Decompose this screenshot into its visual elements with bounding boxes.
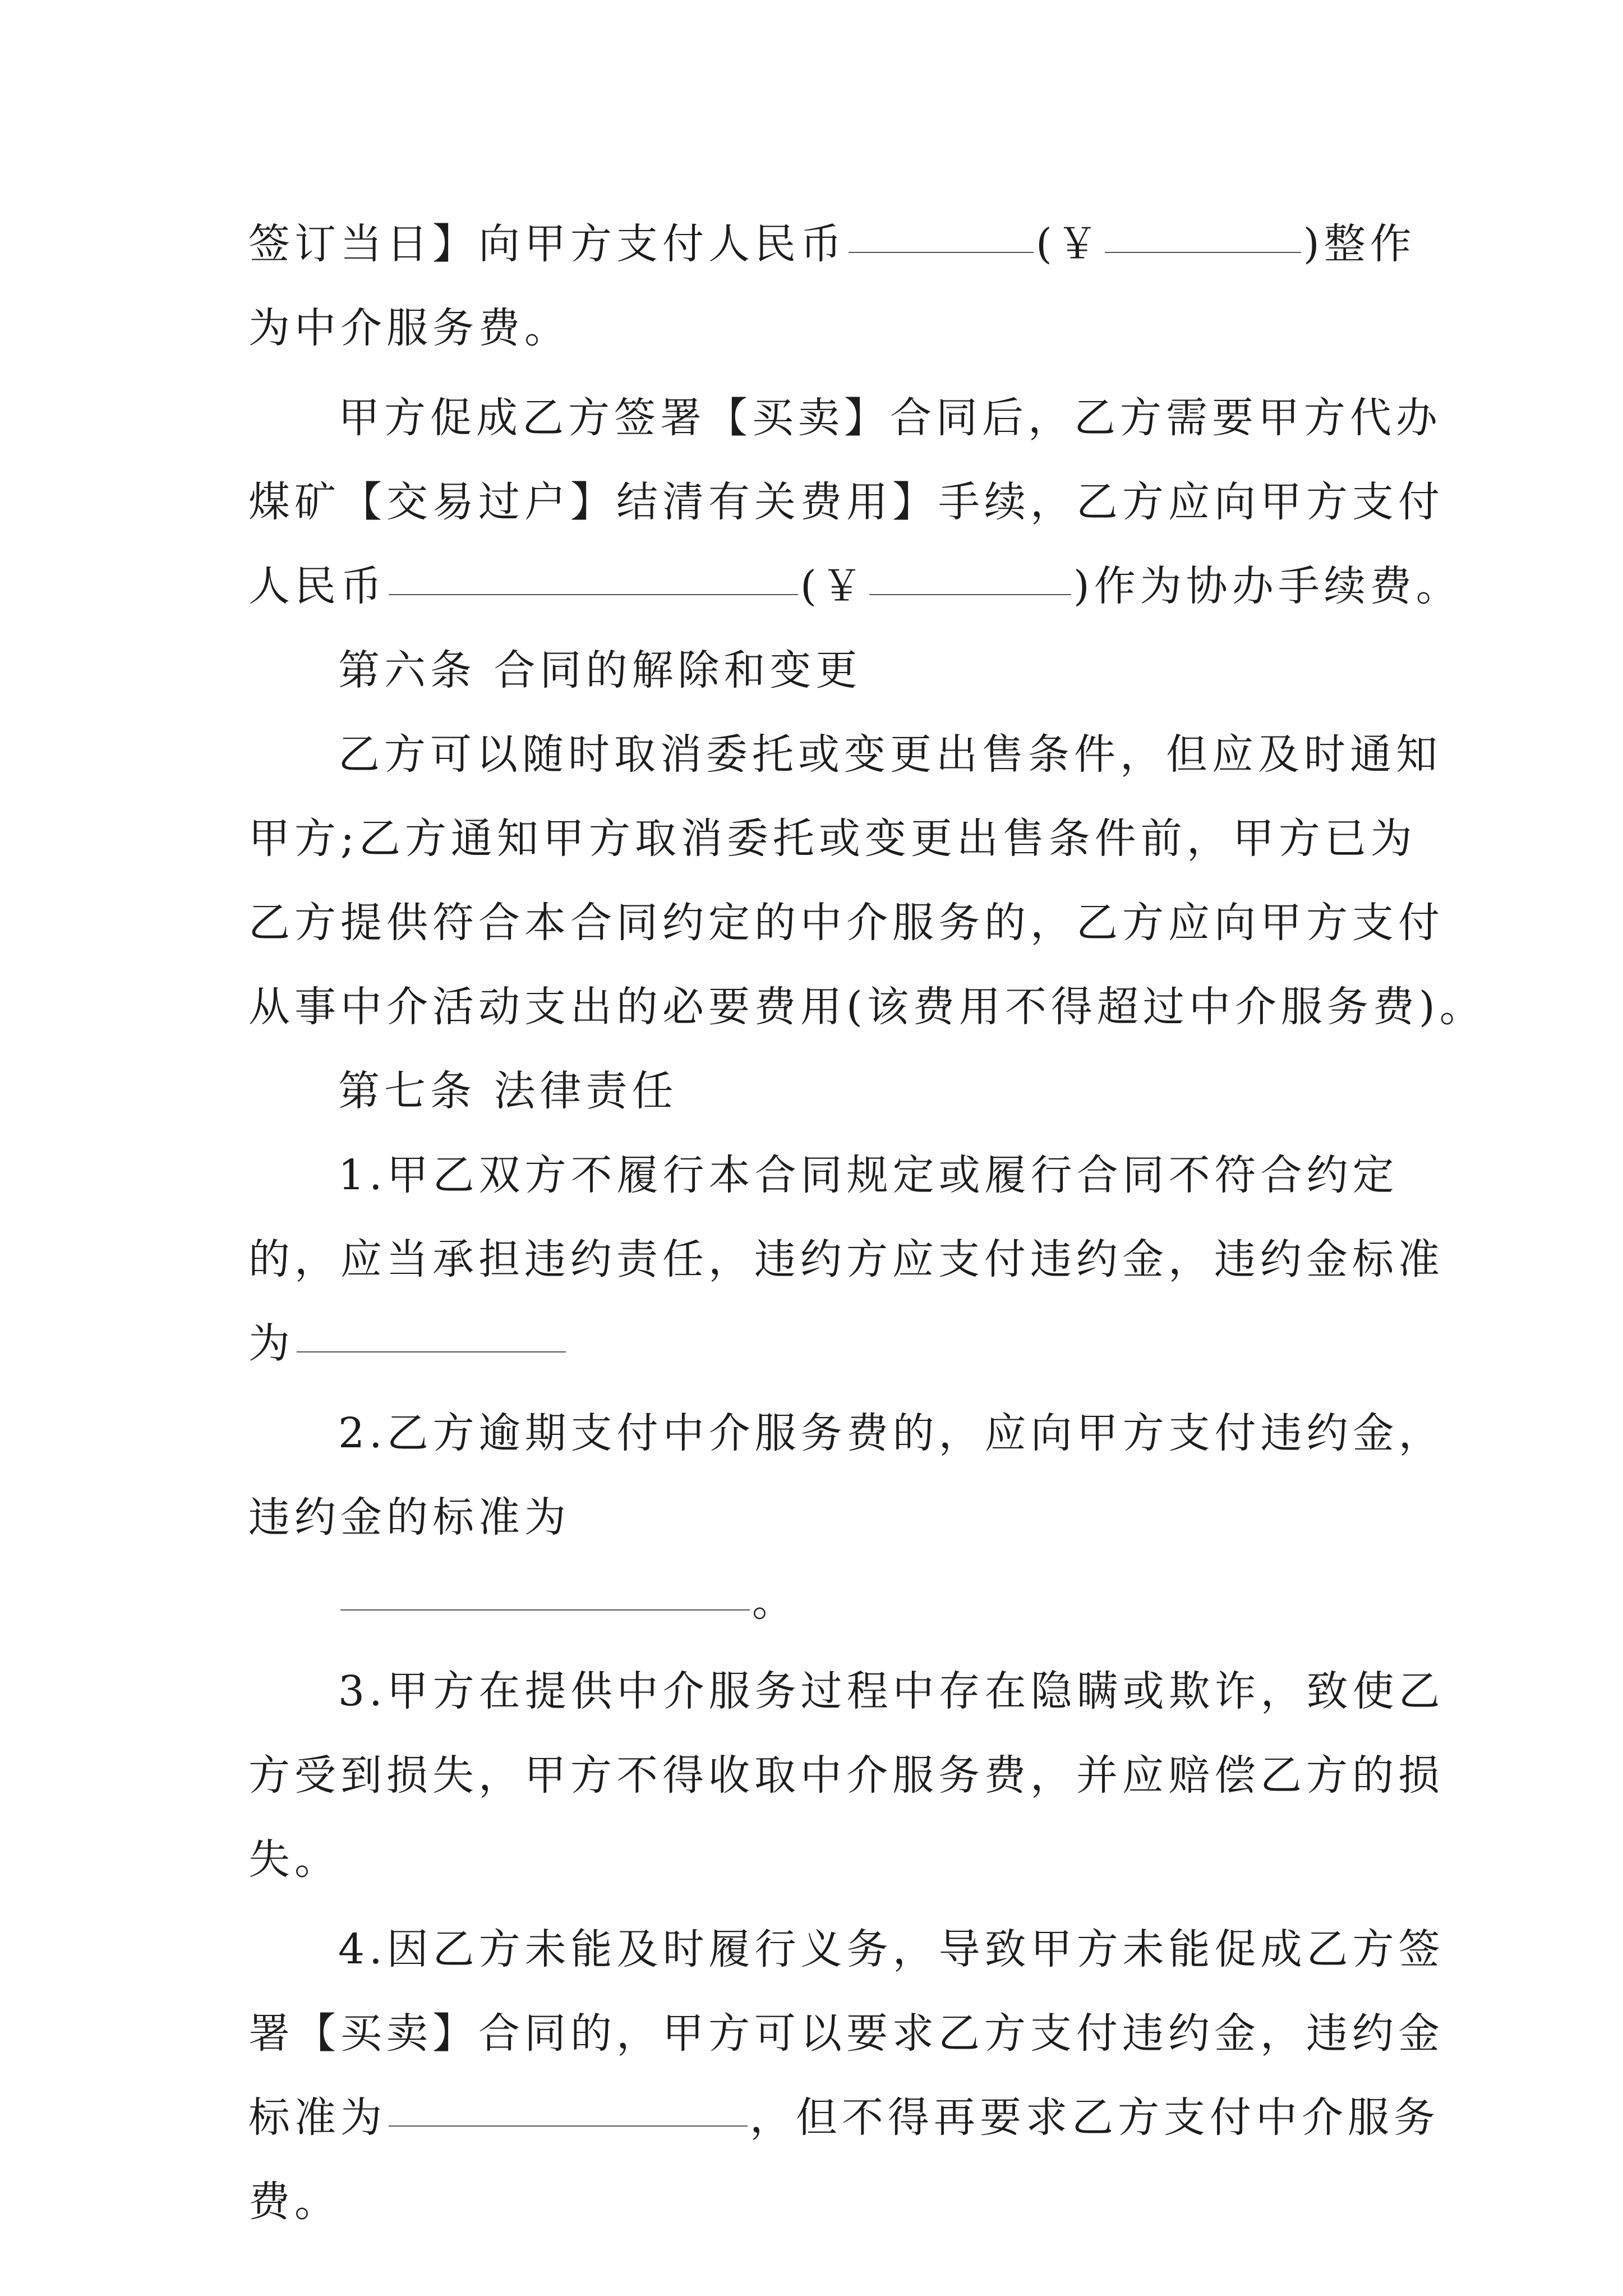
paragraph-line: 3.甲方在提供中介服务过程中存在隐瞒或欺诈，致使乙 [338, 1667, 1445, 1715]
paragraph-line: 标准为 ，但不得再要求乙方支付中介服务 [248, 2093, 1440, 2142]
section-heading: 第六条 合同的解除和变更 [338, 646, 862, 694]
paragraph-line: 人民币 (￥ )作为协办手续费。 [248, 562, 1462, 610]
paragraph-line: 的，应当承担违约责任，违约方应支付违约金，违约金标准 [248, 1235, 1444, 1283]
fill-in-blank-penalty[interactable] [297, 1351, 566, 1352]
paragraph-line: 甲方促成乙方签署【买卖】合同后，乙方需要甲方代办 [338, 394, 1442, 442]
paragraph-line: 。 [248, 1559, 1415, 1644]
paragraph-line: 甲方;乙方通知甲方取消委托或变更出售条件前，甲方已为 [248, 815, 1417, 863]
fill-in-blank-amount[interactable] [389, 593, 798, 595]
paragraph-line: 署【买卖】合同的，甲方可以要求乙方支付违约金，违约金 [248, 2009, 1444, 2058]
paragraph-line: 违约金的标准为 [248, 1493, 570, 1542]
fill-in-blank-yuan[interactable] [1105, 251, 1301, 253]
contract-text [248, 202, 1486, 2244]
paragraph-line: 方受到损失，甲方不得收取中介服务费，并应赔偿乙方的损 [248, 1751, 1444, 1800]
fill-in-blank-yuan[interactable] [869, 593, 1071, 595]
paragraph-line: 2.乙方逾期支付中介服务费的，应向甲方支付违约金， [338, 1409, 1445, 1457]
section-heading: 第七条 法律责任 [338, 1067, 678, 1115]
paragraph-line: 煤矿【交易过户】结清有关费用】手续，乙方应向甲方支付 [248, 478, 1444, 526]
paragraph-line: 为 [248, 1301, 1415, 1386]
paragraph-line: 乙方可以随时取消委托或变更出售条件，但应及时通知 [338, 730, 1442, 779]
fill-in-blank-amount[interactable] [849, 251, 1034, 253]
fill-in-blank-penalty[interactable] [389, 2125, 748, 2127]
paragraph-line: 为中介服务费。 [248, 304, 570, 352]
paragraph-line: 失。 [248, 1835, 340, 1884]
paragraph-line: 4.因乙方未能及时履行义务，导致甲方未能促成乙方签 [338, 1925, 1445, 1973]
paragraph-line: 乙方提供符合本合同约定的中介服务的，乙方应向甲方支付 [248, 899, 1444, 947]
paragraph-line: 签订当日】向甲方支付人民币 (￥ )整作 [248, 220, 1416, 268]
fill-in-blank-penalty[interactable] [340, 1609, 750, 1611]
paragraph-line: 从事中介活动支出的必要费用(该费用不得超过中介服务费)。 [248, 983, 1486, 1031]
paragraph-line: 费。 [248, 2178, 340, 2226]
paragraph-line: 1.甲乙双方不履行本合同规定或履行合同不符合约定 [338, 1151, 1399, 1199]
